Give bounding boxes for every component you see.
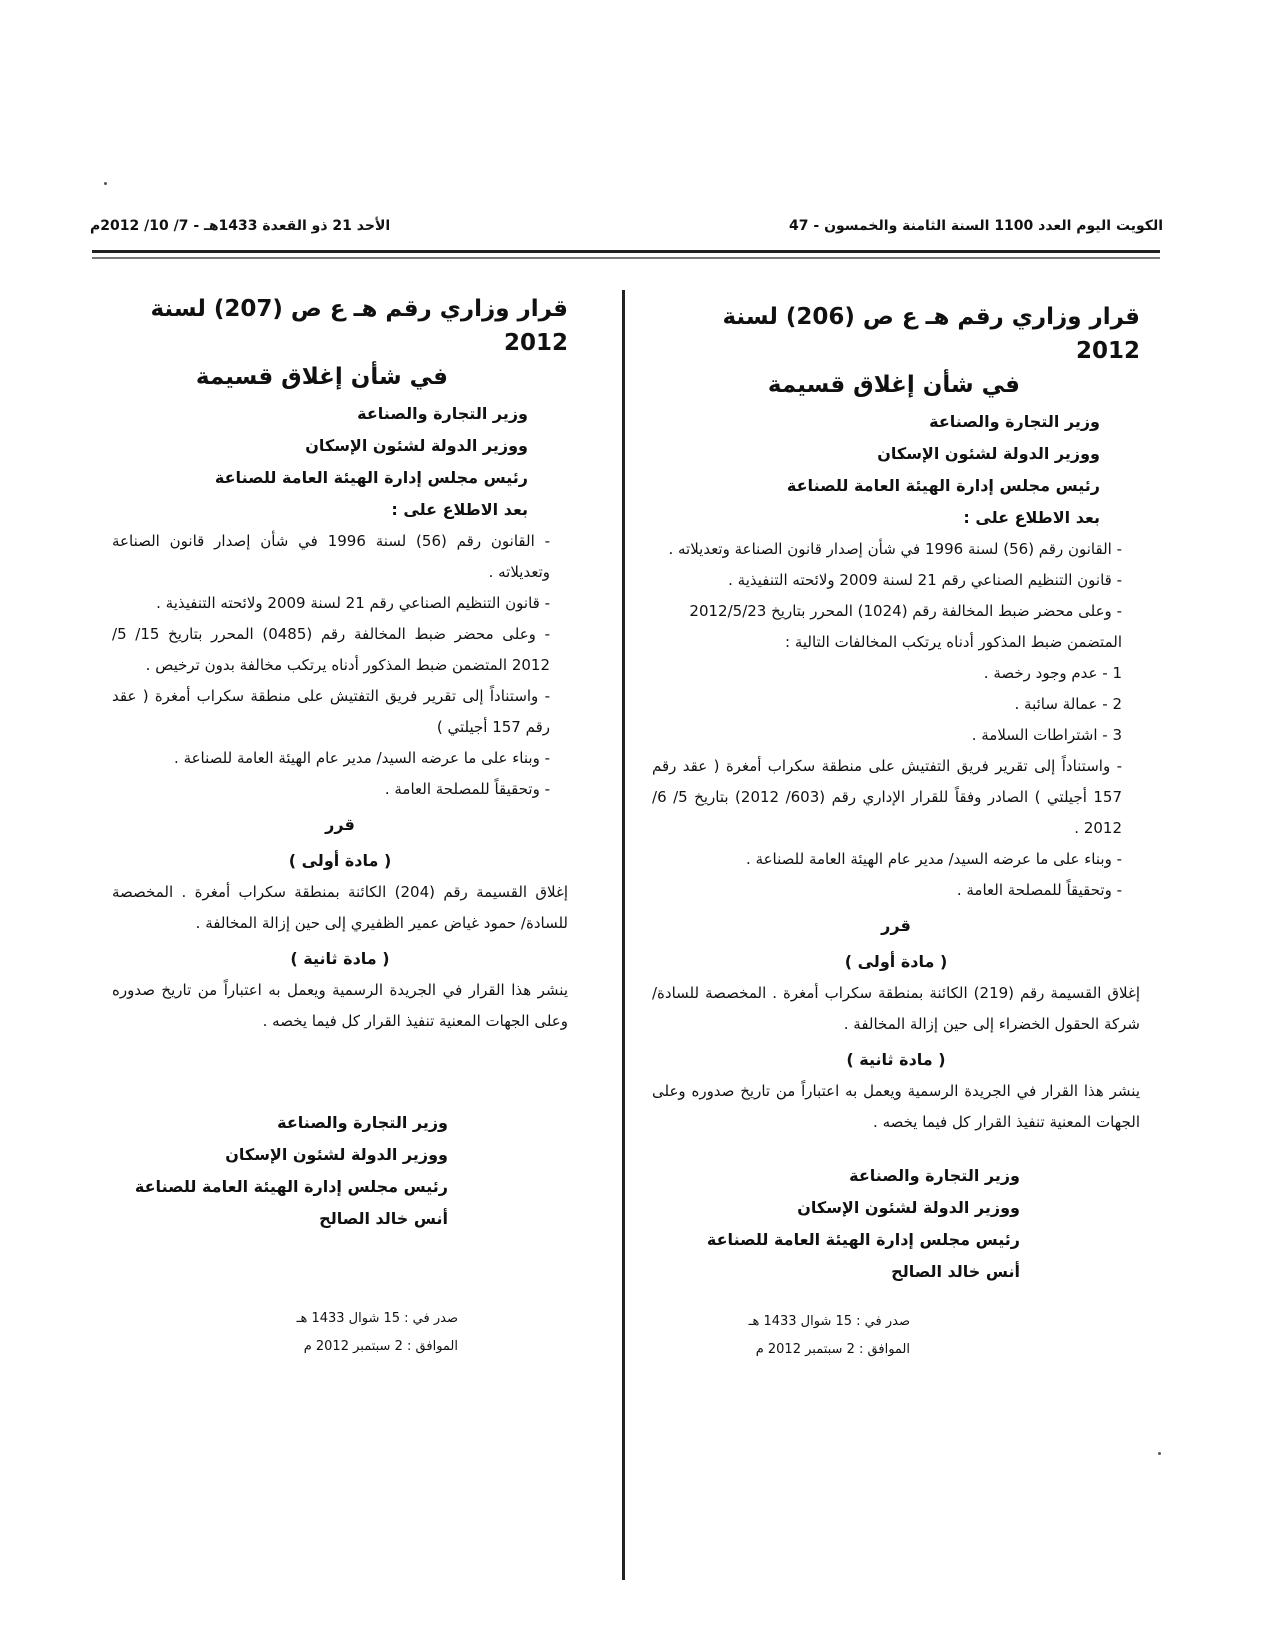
decision-206-paragraph: - وتحقيقاً للمصلحة العامة . — [956, 881, 1122, 899]
decision-207-article1-text: إغلاق القسيمة رقم (204) الكائنة بمنطقة سكراب أمغرة . المخصصة للسادة/ حمود غياض عمير الظفيري إلى حين إزالة المخالفة . — [112, 883, 569, 932]
decision-207-signature-line: رئيس مجلس إدارة الهيئة العامة للصناعة — [134, 1177, 448, 1196]
decision-206-issued-date: صدر في : 15 شوال 1433 هـ — [748, 1314, 910, 1329]
decision-206-preamble-intro: بعد الاطلاع على : — [963, 508, 1100, 527]
decision-206-violation-item: 1 - عدم وجود رخصة . — [983, 664, 1122, 682]
decision-207-signature-line: ووزير الدولة لشئون الإسكان — [225, 1145, 448, 1164]
decision-206-decided: قرر — [881, 916, 911, 935]
decision-206-violation-item: 2 - عمالة سائبة . — [1014, 695, 1122, 713]
decision-206-paragraph: المتضمن ضبط المذكور أدناه يرتكب المخالفات التالية : — [785, 633, 1122, 651]
decision-207-signature-line: وزير التجارة والصناعة — [277, 1113, 448, 1132]
decision-206-signature-line: ووزير الدولة لشئون الإسكان — [797, 1198, 1020, 1217]
decision-206-article1-heading: ( مادة أولى ) — [844, 952, 948, 971]
decision-206-article2-text: ينشر هذا القرار في الجريدة الرسمية ويعمل به اعتباراً من تاريخ صدوره وعلى الجهات المعنية تنفيذ القرار كل فيما يخصه . — [652, 1082, 1140, 1131]
decision-207-article2-text: ينشر هذا القرار في الجريدة الرسمية ويعمل به اعتباراً من تاريخ صدوره وعلى الجهات المعنية تنفيذ القرار كل فيما يخصه . — [112, 981, 568, 1030]
decision-207-paragraph: - وتحقيقاً للمصلحة العامة . — [384, 780, 550, 798]
decision-206-title: قرار وزاري رقم هـ ع ص (206) لسنة 2012 — [722, 304, 1140, 364]
decision-206-signature-block — [652, 1160, 1140, 1288]
decision-206-authority-line: وزير التجارة والصناعة — [929, 412, 1100, 431]
header-rule-secondary — [92, 257, 1160, 259]
decision-207-decided: قرر — [325, 815, 355, 834]
decision-207-paragraph: - وبناء على ما عرضه السيد/ مدير عام الهيئة العامة للصناعة . — [174, 749, 550, 767]
decision-207-signatory-name: أنس خالد الصالح — [319, 1209, 448, 1228]
decision-207-signature-block — [112, 1107, 568, 1235]
decision-206-corresponding-date: الموافق : 2 سبتمبر 2012 م — [755, 1342, 910, 1357]
decision-206-date-block — [652, 1308, 1140, 1364]
decision-207-issued-date: صدر في : 15 شوال 1433 هـ — [296, 1311, 458, 1326]
decision-206-paragraph: - وعلى محضر ضبط المخالفة رقم (1024) المحرر بتاريخ 2012/5/23 — [689, 602, 1122, 620]
decision-206-paragraph: - وبناء على ما عرضه السيد/ مدير عام الهيئة العامة للصناعة . — [746, 850, 1122, 868]
decision-207-corresponding-date: الموافق : 2 سبتمبر 2012 م — [303, 1339, 458, 1354]
scan-speck — [1158, 1452, 1161, 1455]
decision-207-column — [112, 292, 568, 1361]
decision-206-paragraph: - واستناداً إلى تقرير فريق التفتيش على منطقة سكراب أمغرة ( عقد رقم 157 أجيلتي ) الصادر وفقاً للقرار الإداري رقم (603/ 2012) بتاريخ 5/ 6/ 2012 . — [652, 757, 1123, 837]
decision-207-article2-heading: ( مادة ثانية ) — [290, 949, 390, 968]
decision-207-preamble-intro: بعد الاطلاع على : — [391, 500, 528, 519]
header-rule — [92, 250, 1160, 253]
decision-206-article1-text: إغلاق القسيمة رقم (219) الكائنة بمنطقة سكراب أمغرة . المخصصة للسادة/ شركة الحقول الخضراء إلى حين إزالة المخالفة . — [652, 984, 1140, 1033]
decision-206-violation-item: 3 - اشتراطات السلامة . — [971, 726, 1122, 744]
decision-206-article2-heading: ( مادة ثانية ) — [846, 1050, 946, 1069]
decision-207-subtitle: في شأن إغلاق قسيمة — [195, 364, 448, 390]
decision-206-signature-line: وزير التجارة والصناعة — [849, 1166, 1020, 1185]
decision-206-signature-line: رئيس مجلس إدارة الهيئة العامة للصناعة — [706, 1230, 1020, 1249]
decision-207-authority-line: وزير التجارة والصناعة — [357, 404, 528, 423]
decision-207-authority-line: رئيس مجلس إدارة الهيئة العامة للصناعة — [214, 468, 528, 487]
scan-speck — [104, 182, 107, 185]
decision-207-date-block — [112, 1305, 568, 1361]
decision-206-subtitle: في شأن إغلاق قسيمة — [767, 372, 1020, 398]
decision-206-paragraph: - قانون التنظيم الصناعي رقم 21 لسنة 2009 ولائحته التنفيذية . — [728, 571, 1122, 589]
decision-207-article1-heading: ( مادة أولى ) — [288, 851, 392, 870]
column-divider — [622, 290, 625, 1580]
decision-207-paragraph: - واستناداً إلى تقرير فريق التفتيش على منطقة سكراب أمغرة ( عقد رقم 157 أجيلتي ) — [112, 687, 550, 736]
header-date: الأحد 21 ذو القعدة 1433هـ - 7/ 10/ 2012م — [90, 218, 391, 234]
decision-207-paragraph: - القانون رقم (56) لسنة 1996 في شأن إصدار قانون الصناعة وتعديلاته . — [112, 532, 550, 581]
header-issue-info: الكويت اليوم العدد 1100 السنة الثامنة والخمسون - 47 — [789, 218, 1163, 234]
decision-206-authority-line: رئيس مجلس إدارة الهيئة العامة للصناعة — [786, 476, 1100, 495]
decision-207-authority-line: ووزير الدولة لشئون الإسكان — [305, 436, 528, 455]
decision-206-authority-line: ووزير الدولة لشئون الإسكان — [877, 444, 1100, 463]
decision-206-column — [652, 300, 1140, 1364]
decision-207-paragraph: - وعلى محضر ضبط المخالفة رقم (0485) المحرر بتاريخ 15/ 5/ 2012 المتضمن ضبط المذكور أدناه يرتكب مخالفة بدون ترخيص . — [112, 625, 550, 674]
decision-207-paragraph: - قانون التنظيم الصناعي رقم 21 لسنة 2009 ولائحته التنفيذية . — [156, 594, 550, 612]
decision-206-paragraph: - القانون رقم (56) لسنة 1996 في شأن إصدار قانون الصناعة وتعديلاته . — [668, 540, 1122, 558]
decision-206-signatory-name: أنس خالد الصالح — [891, 1262, 1020, 1281]
decision-207-title: قرار وزاري رقم هـ ع ص (207) لسنة 2012 — [150, 296, 568, 356]
